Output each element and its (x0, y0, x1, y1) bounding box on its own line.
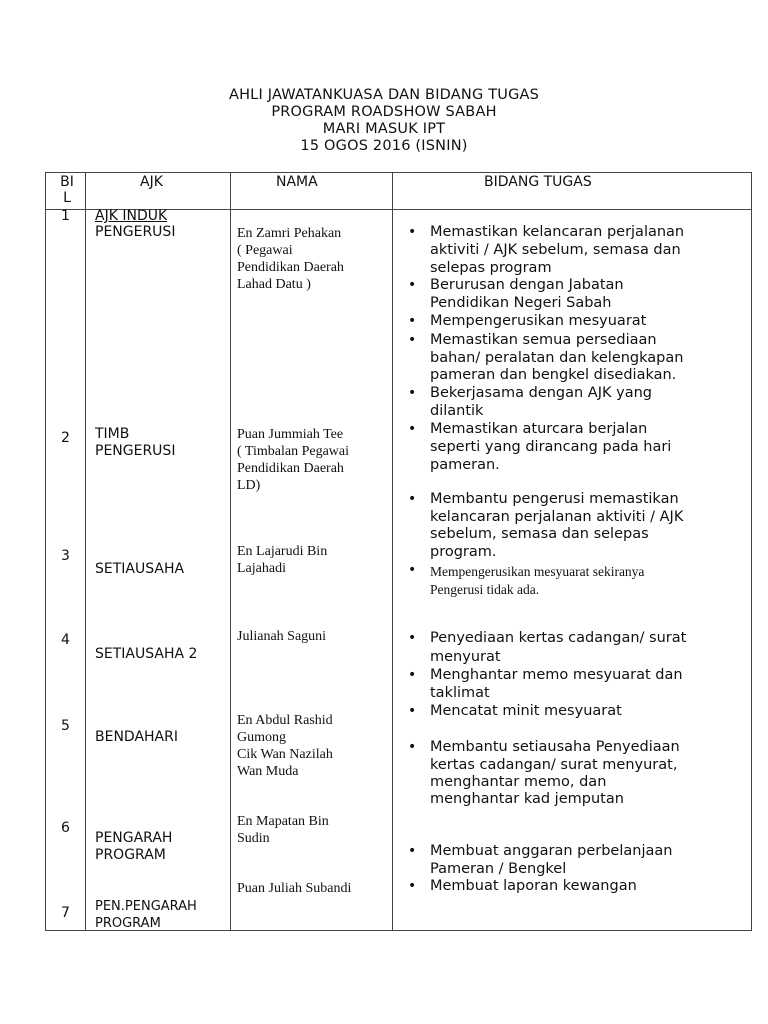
bullet-icon: • (408, 224, 417, 240)
bullet-icon: • (408, 491, 417, 507)
task-text: aktiviti / AJK sebelum, semasa dan (430, 242, 681, 258)
bullet-icon: • (408, 313, 417, 329)
task-text: Mempengerusikan mesyuarat sekiranya (430, 564, 645, 579)
task-text: dilantik (430, 403, 484, 419)
task-text: Pendidikan Negeri Sabah (430, 295, 612, 311)
bullet-icon: • (408, 277, 417, 293)
member-name: Julianah Saguni (237, 629, 327, 644)
header-bil: BI (60, 174, 74, 190)
row-number: 4 (61, 632, 70, 648)
ajk-role: PENGARAH (95, 830, 173, 846)
task-text: menghantar kad jemputan (430, 791, 624, 807)
task-text: Mempengerusikan mesyuarat (430, 313, 647, 329)
header-ajk: AJK (140, 174, 163, 190)
bullet-icon: • (408, 667, 417, 683)
member-name: Pendidikan Daerah (237, 461, 344, 476)
column-divider (392, 173, 393, 930)
task-text: pameran. (430, 457, 500, 473)
task-text: pameran dan bengkel disediakan. (430, 367, 677, 383)
task-text: kertas cadangan/ surat menyurat, (430, 757, 678, 773)
doc-title-line-4: 15 OGOS 2016 (ISNIN) (300, 138, 468, 154)
task-text: Memastikan kelancaran perjalanan (430, 224, 685, 240)
ajk-role: TIMB (95, 426, 130, 442)
task-text: Mencatat minit mesyuarat (430, 703, 622, 719)
ajk-role: PEN.PENGARAH (95, 899, 197, 914)
task-text: Menghantar memo mesyuarat dan (430, 667, 683, 683)
task-text: kelancaran perjalanan aktiviti / AJK (430, 509, 684, 525)
doc-title-line-1: AHLI JAWATANKUASA DAN BIDANG TUGAS (228, 87, 540, 103)
member-name: En Zamri Pehakan (237, 226, 342, 241)
member-name: En Abdul Rashid (237, 713, 333, 728)
row-number: 7 (61, 905, 70, 921)
task-text: menghantar memo, dan (430, 774, 607, 790)
task-text: program. (430, 544, 497, 560)
bullet-icon: • (408, 332, 417, 348)
ajk-role: SETIAUSAHA (95, 561, 185, 577)
column-divider (85, 173, 86, 930)
row-number: 1 (61, 208, 70, 224)
member-name: Lajahadi (237, 561, 286, 576)
header-nama: NAMA (276, 174, 318, 190)
member-name: Puan Jummiah Tee (237, 427, 344, 442)
task-text: Pameran / Bengkel (430, 861, 567, 877)
task-text: Membantu pengerusi memastikan (430, 491, 679, 507)
task-text: selepas program (430, 260, 552, 276)
doc-title-line-2: PROGRAM ROADSHOW SABAH (271, 104, 497, 120)
row-number: 3 (61, 548, 70, 564)
bullet-icon: • (408, 562, 417, 578)
bullet-icon: • (408, 878, 417, 894)
section-heading-ajk-induk: AJK INDUK (95, 208, 168, 224)
column-divider (230, 173, 231, 930)
ajk-role: SETIAUSAHA 2 (95, 646, 198, 662)
task-text: Membuat laporan kewangan (430, 878, 637, 894)
bullet-icon: • (408, 739, 417, 755)
header-bidang-tugas: BIDANG TUGAS (484, 174, 592, 190)
member-name: Wan Muda (237, 764, 299, 779)
task-text: Pengerusi tidak ada. (430, 582, 540, 597)
ajk-role: PROGRAM (95, 847, 166, 863)
ajk-role: PENGERUSI (95, 443, 176, 459)
member-name: Puan Juliah Subandi (237, 881, 352, 896)
ajk-role: BENDAHARI (95, 729, 178, 745)
task-text: Penyediaan kertas cadangan/ surat (430, 630, 687, 646)
member-name: Lahad Datu ) (237, 277, 311, 292)
ajk-role: PROGRAM (95, 916, 161, 931)
ajk-role: PENGERUSI (95, 224, 176, 240)
task-text: Membantu setiausaha Penyediaan (430, 739, 680, 755)
member-name: Gumong (237, 730, 286, 745)
task-text: Bekerjasama dengan AJK yang (430, 385, 652, 401)
task-text: seperti yang dirancang pada hari (430, 439, 672, 455)
member-name: Cik Wan Nazilah (237, 747, 333, 762)
member-name: LD) (237, 478, 261, 493)
row-number: 2 (61, 430, 70, 446)
task-text: sebelum, semasa dan selepas (430, 526, 649, 542)
member-name: ( Timbalan Pegawai (237, 444, 349, 459)
task-text: Memastikan aturcara berjalan (430, 421, 648, 437)
row-number: 5 (61, 718, 70, 734)
bullet-icon: • (408, 843, 417, 859)
doc-title-line-3: MARI MASUK IPT (322, 121, 446, 137)
task-text: menyurat (430, 649, 501, 665)
header-bil: L (63, 190, 71, 206)
member-name: Pendidikan Daerah (237, 260, 344, 275)
task-text: Memastikan semua persediaan (430, 332, 657, 348)
bullet-icon: • (408, 385, 417, 401)
bullet-icon: • (408, 421, 417, 437)
member-name: Sudin (237, 831, 270, 846)
task-text: taklimat (430, 685, 490, 701)
task-text: Membuat anggaran perbelanjaan (430, 843, 673, 859)
row-number: 6 (61, 820, 70, 836)
member-name: En Lajarudi Bin (237, 544, 328, 559)
member-name: ( Pegawai (237, 243, 293, 258)
bullet-icon: • (408, 703, 417, 719)
bullet-icon: • (408, 630, 417, 646)
member-name: En Mapatan Bin (237, 814, 329, 829)
task-text: Berurusan dengan Jabatan (430, 277, 624, 293)
ajk-table (45, 172, 752, 931)
task-text: bahan/ peralatan dan kelengkapan (430, 350, 684, 366)
